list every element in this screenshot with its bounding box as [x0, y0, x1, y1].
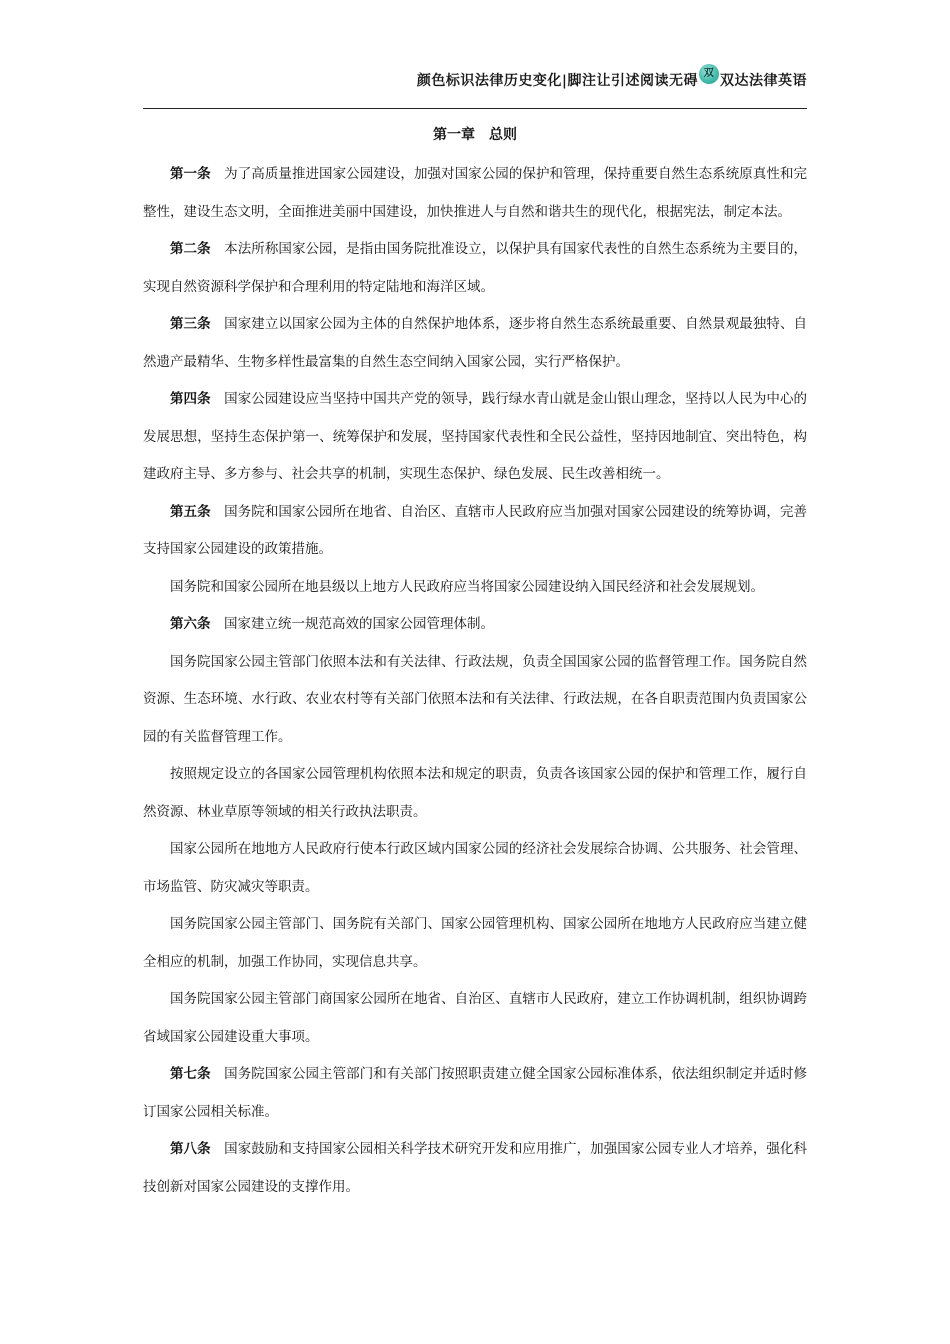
- paragraph: [143, 1056, 807, 1131]
- paragraph-text: 国家建立以国家公园为主体的自然保护地体系，逐步将自然生态系统最重要、自然景观最独特、自然遗产最精华、生物多样性最富集的自然生态空间纳入国家公园，实行严格保护。: [143, 316, 808, 370]
- article-label: 第五条: [170, 503, 211, 520]
- header-text: 颜色标识法律历史变化|脚注让引述阅读无碍: [416, 73, 698, 89]
- chapter-title: 第一章 总则: [433, 127, 517, 143]
- paragraph-text: 国务院国家公园主管部门和有关部门按照职责建立健全国家公园标准体系，依法组织制定并适时修订国家公园相关标准。: [143, 1066, 808, 1120]
- paragraph-text: 国家建立统一规范高效的国家公园管理体制。: [224, 616, 494, 632]
- paragraph: [143, 606, 807, 644]
- header-brand: 双达法律英语: [720, 73, 807, 89]
- article-label: 第一条: [170, 166, 211, 182]
- paragraph: [143, 906, 807, 981]
- article-label: 第六条: [170, 616, 211, 632]
- paragraph-text: 国务院和国家公园所在地省、自治区、直辖市人民政府应当加强对国家公园建设的统筹协调，完善支持国家公园建设的政策措施。: [143, 503, 808, 557]
- article-label: 第二条: [170, 241, 211, 257]
- logo-icon: 双: [699, 64, 719, 84]
- paragraph: [143, 644, 807, 757]
- paragraph: [143, 1131, 807, 1206]
- paragraph: [143, 756, 807, 831]
- paragraph: [143, 569, 807, 607]
- paragraph: [143, 231, 807, 306]
- paragraph-text: 国家公园建设应当坚持中国共产党的领导，践行绿水青山就是金山银山理念，坚持以人民为中心的发展思想，坚持生态保护第一、统筹保护和发展，坚持国家代表性和全民公益性，坚持因地制宜、突出特色，构建政府主导、多方参与、社会共享的机制，实现生态保护、绿色发展、民生改善相统一。: [143, 391, 808, 482]
- paragraph-text: 国务院国家公园主管部门商国家公园所在地省、自治区、直辖市人民政府，建立工作协调机制，组织协调跨省域国家公园建设重大事项。: [143, 991, 807, 1045]
- paragraph-text: 按照规定设立的各国家公园管理机构依照本法和规定的职责，负责各该国家公园的保护和管理工作，履行自然资源、林业草原等领域的相关行政执法职责。: [143, 766, 807, 820]
- paragraph-text: 国家鼓励和支持国家公园相关科学技术研究开发和应用推广，加强国家公园专业人才培养，强化科技创新对国家公园建设的支撑作用。: [143, 1141, 808, 1195]
- paragraph-text: 国家公园所在地地方人民政府行使本行政区域内国家公园的经济社会发展综合协调、公共服务、社会管理、市场监管、防灾减灾等职责。: [143, 841, 807, 895]
- document-body: [143, 124, 807, 1206]
- paragraph: [143, 494, 807, 569]
- paragraph-text: 国务院国家公园主管部门依照本法和有关法律、行政法规，负责全国国家公园的监督管理工作。国务院自然资源、生态环境、水行政、农业农村等有关部门依照本法和有关法律、行政法规，在各自职责范围内负责国家公园的有关监督管理工作。: [143, 653, 807, 745]
- header-divider: [143, 108, 807, 109]
- paragraph: [143, 981, 807, 1056]
- article-label: 第三条: [170, 316, 211, 332]
- paragraph-text: 国务院和国家公园所在地县级以上地方人民政府应当将国家公园建设纳入国民经济和社会发展规划。: [170, 578, 764, 595]
- paragraph: [143, 831, 807, 906]
- paragraph: [143, 381, 807, 494]
- paragraph-text: 国务院国家公园主管部门、国务院有关部门、国家公园管理机构、国家公园所在地地方人民政府应当建立健全相应的机制，加强工作协同，实现信息共享。: [143, 916, 807, 970]
- paragraph: [143, 306, 807, 381]
- paragraph-text: 为了高质量推进国家公园建设，加强对国家公园的保护和管理，保持重要自然生态系统原真性和完整性，建设生态文明，全面推进美丽中国建设，加快推进人与自然和谐共生的现代化，根据宪法，制定本法。: [143, 166, 808, 220]
- paragraph-list: [143, 156, 807, 1206]
- page-header: [417, 70, 807, 90]
- paragraph-text: 本法所称国家公园，是指由国务院批准设立，以保护具有国家代表性的自然生态系统为主要目的，实现自然资源科学保护和合理利用的特定陆地和海洋区域。: [143, 241, 808, 295]
- article-label: 第八条: [170, 1141, 211, 1157]
- article-label: 第四条: [170, 391, 211, 407]
- article-label: 第七条: [170, 1066, 211, 1082]
- paragraph: [143, 156, 807, 231]
